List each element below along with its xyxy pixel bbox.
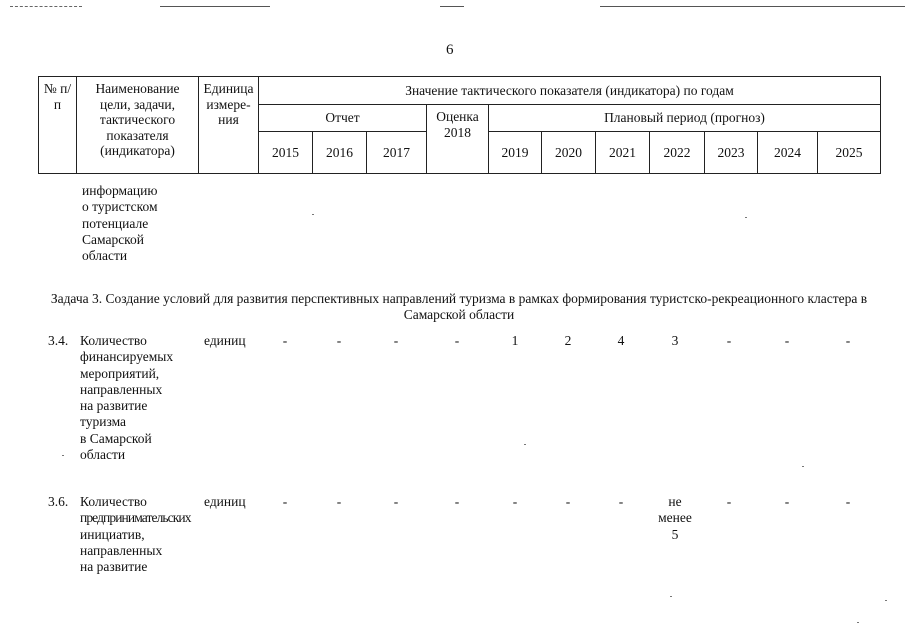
text-line: Количество xyxy=(80,333,147,348)
unit-value: единиц xyxy=(204,333,246,348)
scan-artifact-line xyxy=(160,6,270,7)
value-2020: 2 xyxy=(564,333,572,348)
text-line: о туристском xyxy=(82,199,158,215)
text-line: Количество xyxy=(80,494,147,509)
header-year: 2015 xyxy=(259,132,313,174)
continued-indicator-name xyxy=(82,183,158,264)
value-2020: - xyxy=(565,494,571,509)
value-2016: - xyxy=(336,494,342,509)
header-name-cell: Наименование цели, задачи, тактического показателя (индикатора) xyxy=(77,77,199,174)
header-year: 2020 xyxy=(542,132,596,174)
value-2017: - xyxy=(393,494,399,509)
header-year: 2019 xyxy=(489,132,542,174)
text-line: в Самарской xyxy=(80,430,152,446)
text-line: направленных xyxy=(80,542,163,558)
scan-speck xyxy=(312,214,314,215)
text-line: инициатив, xyxy=(80,526,145,542)
header-year: 2025 xyxy=(818,132,881,174)
unit-value: единиц xyxy=(204,494,246,509)
value-2022 xyxy=(650,494,700,543)
value-2023: - xyxy=(726,494,732,509)
text-line: мероприятий, xyxy=(80,365,160,381)
scan-speck xyxy=(670,596,672,597)
value-2018: - xyxy=(454,333,460,348)
header-estimate-label: Оценка 2018 xyxy=(427,105,489,174)
text-line: 5 xyxy=(671,526,679,542)
header-year: 2016 xyxy=(313,132,367,174)
header-year: 2021 xyxy=(596,132,650,174)
scan-artifact-line xyxy=(440,6,464,7)
text-line: туризма xyxy=(80,414,127,430)
header-number-cell: № п/п xyxy=(39,77,77,174)
header-year: 2022 xyxy=(650,132,705,174)
text-line: потенциале xyxy=(82,215,149,231)
text-line: Самарской xyxy=(82,231,145,247)
scan-speck xyxy=(857,622,859,623)
text-line: информацию xyxy=(82,183,158,198)
text-line: не xyxy=(668,494,682,509)
text-line: менее xyxy=(658,510,692,526)
text-line: на развитие xyxy=(80,398,148,414)
scan-speck xyxy=(62,455,64,456)
scan-speck xyxy=(745,217,747,218)
scan-speck xyxy=(885,600,887,601)
header-planned-label: Плановый период (прогноз) xyxy=(489,105,881,132)
value-2024: - xyxy=(784,333,790,348)
task-heading: Задача 3. Создание условий для развития перспективных направлений туризма в рамках формирования туристско-рекреационного кластера в Самарской области xyxy=(50,291,868,322)
header-value-title: Значение тактического показателя (индикатора) по годам xyxy=(259,77,881,105)
value-2025: - xyxy=(845,333,851,348)
scan-speck xyxy=(802,466,804,467)
row-number: 3.6. xyxy=(48,494,69,509)
text-line: финансируемых xyxy=(80,349,174,365)
value-2025: - xyxy=(845,494,851,509)
page-number: 6 xyxy=(446,42,454,58)
header-report-label: Отчет xyxy=(259,105,427,132)
row-number: 3.4. xyxy=(48,333,69,348)
value-2019: - xyxy=(512,494,518,509)
indicator-header-table xyxy=(38,76,881,174)
header-year: 2017 xyxy=(367,132,427,174)
text-line: на развитие xyxy=(80,559,148,575)
value-2024: - xyxy=(784,494,790,509)
text-line: области xyxy=(82,248,128,264)
value-2022: 3 xyxy=(671,333,679,348)
indicator-name xyxy=(80,494,191,575)
indicator-name xyxy=(80,333,173,463)
text-line: предпринимательских xyxy=(80,510,191,526)
value-2018: - xyxy=(454,494,460,509)
scan-artifact-line xyxy=(10,6,82,8)
value-2023: - xyxy=(726,333,732,348)
header-year: 2023 xyxy=(705,132,758,174)
value-2017: - xyxy=(393,333,399,348)
value-2016: - xyxy=(336,333,342,348)
header-year: 2024 xyxy=(758,132,818,174)
value-2015: - xyxy=(282,494,288,509)
value-2021: - xyxy=(618,494,624,509)
value-2019: 1 xyxy=(511,333,519,348)
value-2021: 4 xyxy=(617,333,625,348)
value-2015: - xyxy=(282,333,288,348)
scan-artifact-line xyxy=(600,6,905,7)
scan-speck xyxy=(524,444,526,445)
text-line: области xyxy=(80,447,126,463)
header-unit-cell: Единица измере-ния xyxy=(199,77,259,174)
text-line: направленных xyxy=(80,381,163,397)
